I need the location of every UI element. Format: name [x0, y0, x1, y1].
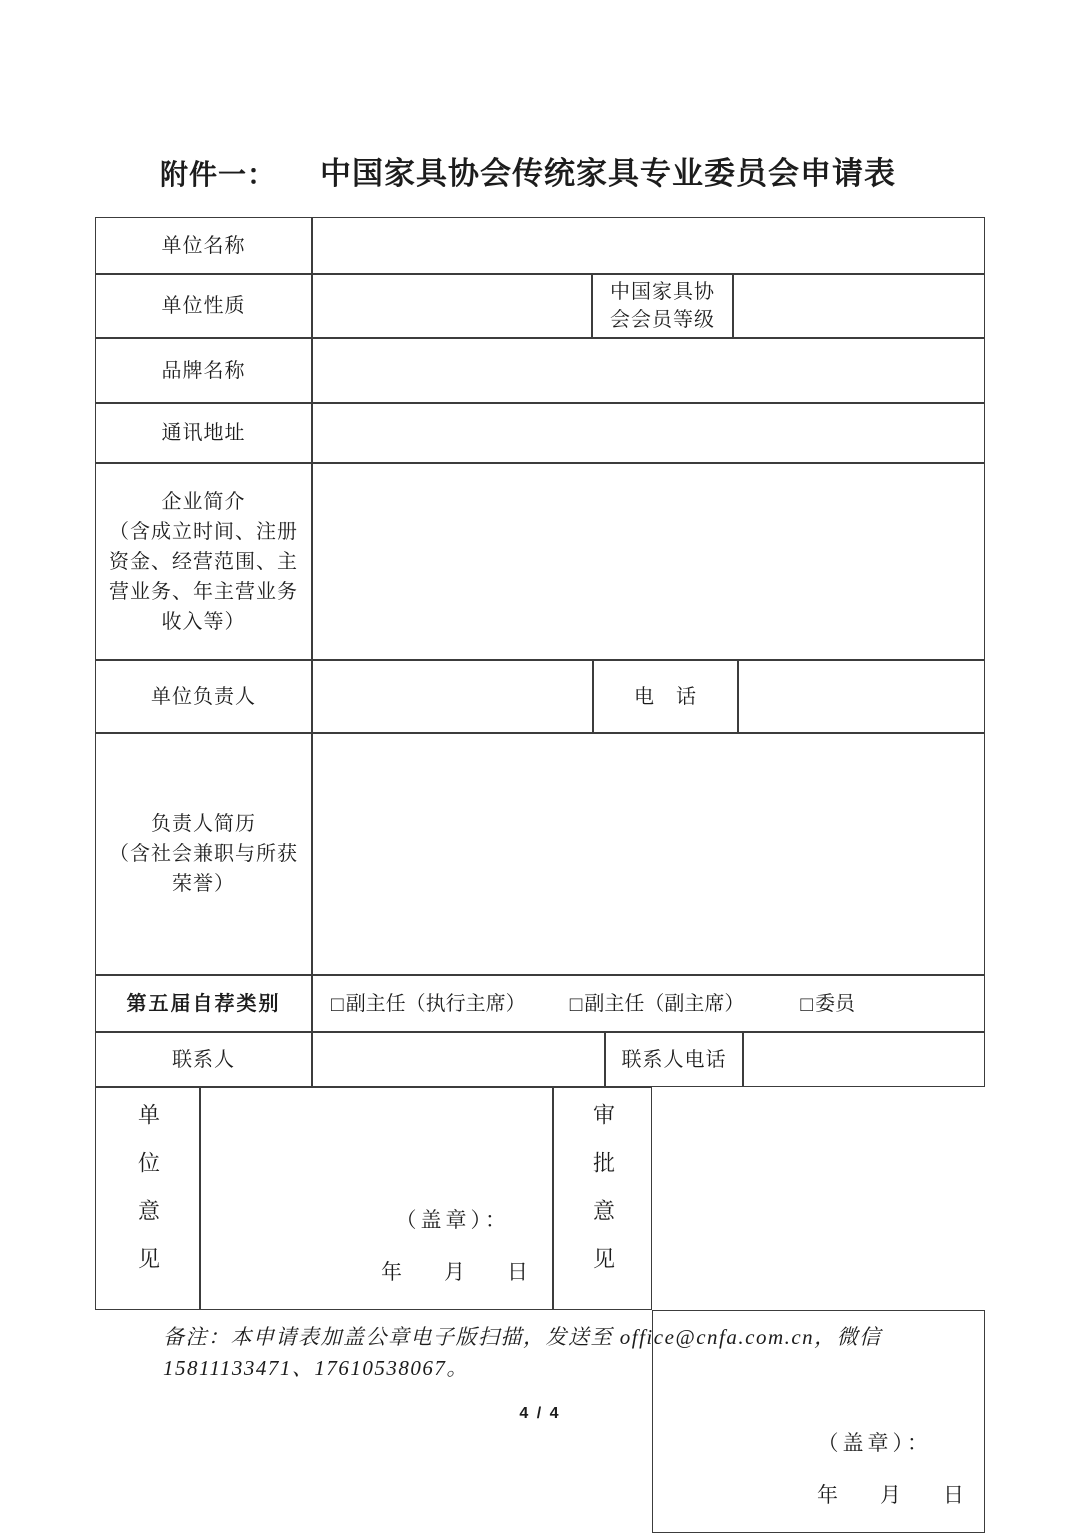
unit-head-value[interactable] — [312, 660, 593, 733]
contact-phone-value[interactable] — [743, 1032, 985, 1087]
approval-opinion-date-label: 年 月 日 — [817, 1483, 964, 1507]
approval-opinion-label: 审批意见 — [553, 1087, 652, 1310]
member-grade-value[interactable] — [733, 274, 985, 338]
address-value[interactable] — [312, 403, 985, 463]
phone-value[interactable] — [738, 660, 985, 733]
note-line-2: 15811133471、17610538067。 — [163, 1356, 469, 1380]
category-option-vice[interactable] — [570, 989, 745, 1019]
category-option-label: 副主任（执行主席） — [345, 992, 526, 1015]
page-title: 中国家具协会传统家具专业委员会申请表 — [320, 156, 897, 191]
contact-label: 联系人 — [95, 1032, 312, 1087]
unit-head-label: 单位负责人 — [95, 660, 312, 733]
phone-label: 电 话 — [593, 660, 738, 733]
approval-opinion-stamp-label: （盖章）： — [817, 1431, 932, 1455]
checkbox-icon[interactable]: □ — [800, 991, 814, 1016]
unit-opinion-stamp-label: （盖章）： — [395, 1208, 510, 1232]
head-resume-value[interactable] — [312, 733, 985, 975]
brand-name-value[interactable] — [312, 338, 985, 403]
unit-nature-label: 单位性质 — [95, 274, 312, 338]
company-profile-value[interactable] — [312, 463, 985, 660]
unit-name-value[interactable] — [312, 217, 985, 274]
note — [163, 1322, 953, 1384]
category-options — [312, 975, 985, 1032]
contact-phone-label: 联系人电话 — [605, 1032, 743, 1087]
unit-opinion-date-label: 年 月 日 — [381, 1260, 528, 1284]
note-line-1: 备注：本申请表加盖公章电子版扫描，发送至 office@cnfa.com.cn，微信 — [163, 1325, 882, 1349]
member-grade-label: 中国家具协 会会员等级 — [592, 274, 733, 338]
company-profile-label: 企业简介 （含成立时间、注册 资金、经营范围、主 营业务、年主营业务 收入等） — [95, 463, 312, 660]
checkbox-icon[interactable]: □ — [331, 991, 344, 1016]
attachment-label: 附件一： — [160, 159, 277, 190]
address-label: 通讯地址 — [95, 403, 312, 463]
category-option-vice-exec[interactable] — [331, 989, 526, 1019]
brand-name-label: 品牌名称 — [95, 338, 312, 403]
category-option-label: 委员 — [815, 992, 856, 1015]
unit-name-label: 单位名称 — [95, 217, 312, 274]
head-resume-label: 负责人简历 （含社会兼职与所获 荣誉） — [95, 733, 312, 975]
category-option-member[interactable] — [800, 989, 855, 1019]
unit-nature-value[interactable] — [312, 274, 592, 338]
unit-opinion-area[interactable] — [200, 1087, 553, 1310]
category-label: 第五届自荐类别 — [95, 975, 312, 1032]
document-title-row — [160, 148, 896, 193]
category-option-label: 副主任（副主席） — [584, 992, 745, 1015]
unit-opinion-label: 单位意见 — [95, 1087, 200, 1310]
checkbox-icon[interactable]: □ — [569, 991, 583, 1016]
page-number: 4 / 4 — [519, 1405, 561, 1422]
contact-value[interactable] — [312, 1032, 605, 1087]
